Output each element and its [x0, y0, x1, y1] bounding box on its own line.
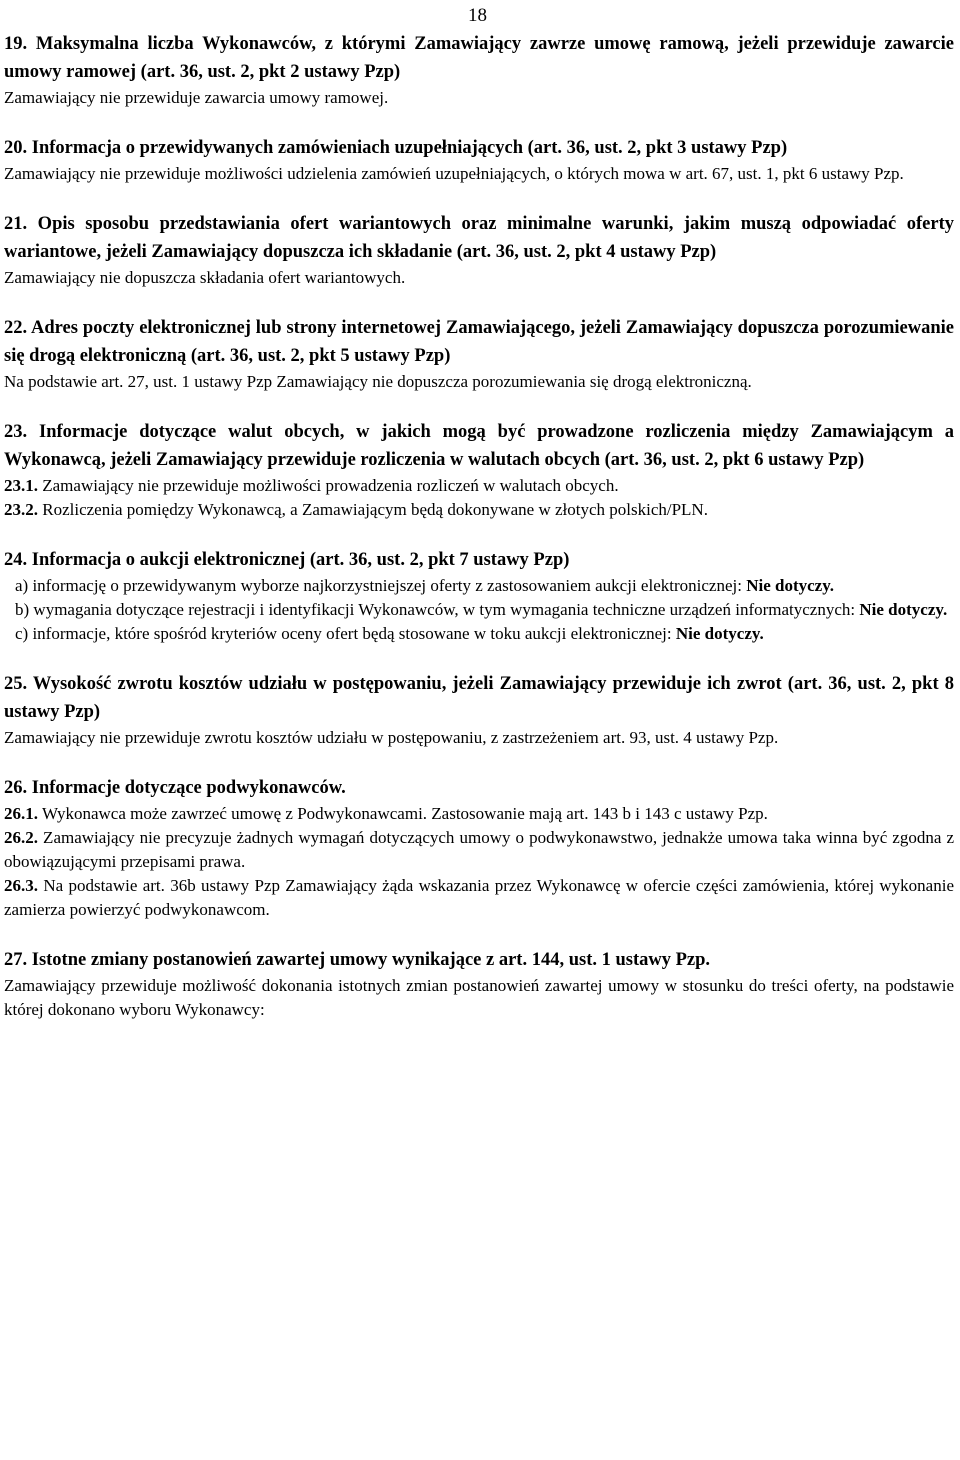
item-number: 23.1.	[4, 476, 38, 495]
item-text: Na podstawie art. 36b ustawy Pzp Zamawiający żąda wskazania przez Wykonawcę w ofercie części zamówienia, której wykonanie zamierza powierzyć podwykonawcom.	[4, 876, 954, 919]
section-19	[4, 30, 954, 110]
document-content	[4, 0, 954, 1022]
list-item	[4, 826, 954, 874]
section-body: Zamawiający nie dopuszcza składania ofert wariantowych.	[4, 268, 406, 287]
item-answer: Nie dotyczy.	[675, 624, 764, 643]
item-text: b) wymagania dotyczące rejestracji i identyfikacji Wykonawców, w tym wymagania techniczne urządzeń informatycznych:	[15, 600, 860, 619]
item-text: Zamawiający nie przewiduje możliwości prowadzenia rozliczeń w walutach obcych.	[38, 476, 619, 495]
section-body: Zamawiający nie przewiduje zawarcia umowy ramowej.	[4, 88, 389, 107]
item-text: a) informację o przewidywanym wyborze najkorzystniejszej oferty z zastosowaniem aukcji elektronicznej:	[15, 576, 747, 595]
section-27	[4, 946, 954, 1022]
section-heading: 19. Maksymalna liczba Wykonawców, z którymi Zamawiający zawrze umowę ramową, jeżeli przewiduje zawarcie umowy ramowej (art. 36, ust. 2, pkt 2 ustawy Pzp)	[4, 34, 954, 82]
item-text: Rozliczenia pomiędzy Wykonawcą, a Zamawiającym będą dokonywane w złotych polskich/PLN.	[38, 500, 708, 519]
section-heading: 23. Informacje dotyczące walut obcych, w jakich mogą być prowadzone rozliczenia między Zamawiającym a Wykonawcą, jeżeli Zamawiający przewiduje rozliczenia w walutach obcych (art. 36, ust. 2, pkt 6 ustawy Pzp)	[4, 422, 954, 470]
list-item	[4, 802, 954, 826]
item-text: Wykonawca może zawrzeć umowę z Podwykonawcami. Zastosowanie mają art. 143 b i 143 c ustawy Pzp.	[38, 804, 768, 823]
list-item	[4, 598, 954, 622]
item-answer: Nie dotyczy.	[746, 576, 835, 595]
section-heading: 26. Informacje dotyczące podwykonawców.	[4, 778, 346, 798]
item-text: c) informacje, które spośród kryteriów oceny ofert będą stosowane w toku aukcji elektronicznej:	[15, 624, 676, 643]
section-23	[4, 418, 954, 522]
item-answer: Nie dotyczy.	[859, 600, 948, 619]
section-heading: 21. Opis sposobu przedstawiania ofert wariantowych oraz minimalne warunki, jakim muszą odpowiadać oferty wariantowe, jeżeli Zamawiający dopuszcza ich składanie (art. 36, ust. 2, pkt 4 ustawy Pzp)	[4, 214, 954, 262]
section-22	[4, 314, 954, 394]
section-26	[4, 774, 954, 922]
list-item	[4, 574, 954, 598]
section-20	[4, 134, 954, 186]
item-number: 23.2.	[4, 500, 38, 519]
section-body: Zamawiający nie przewiduje możliwości udzielenia zamówień uzupełniających, o których mowa w art. 67, ust. 1, pkt 6 ustawy Pzp.	[4, 164, 904, 183]
section-body: Zamawiający nie przewiduje zwrotu kosztów udziału w postępowaniu, z zastrzeżeniem art. 93, ust. 4 ustawy Pzp.	[4, 728, 779, 747]
section-heading: 24. Informacja o aukcji elektronicznej (art. 36, ust. 2, pkt 7 ustawy Pzp)	[4, 550, 570, 570]
page-number: 18	[468, 5, 487, 26]
item-number: 26.3.	[4, 876, 38, 895]
section-25	[4, 670, 954, 750]
section-heading: 22. Adres poczty elektronicznej lub strony internetowej Zamawiającego, jeżeli Zamawiający dopuszcza porozumiewanie się drogą elektroniczną (art. 36, ust. 2, pkt 5 ustawy Pzp)	[4, 318, 954, 366]
section-body: Na podstawie art. 27, ust. 1 ustawy Pzp Zamawiający nie dopuszcza porozumiewania się drogą elektroniczną.	[4, 372, 752, 391]
section-heading: 25. Wysokość zwrotu kosztów udziału w postępowaniu, jeżeli Zamawiający przewiduje ich zwrot (art. 36, ust. 2, pkt 8 ustawy Pzp)	[4, 674, 954, 722]
list-item	[4, 498, 954, 522]
list-item	[4, 622, 954, 646]
list-item	[4, 874, 954, 922]
item-text: Zamawiający nie precyzuje żadnych wymagań dotyczących umowy o podwykonawstwo, jednakże umowa taka winna być zgodna z obowiązującymi przepisami prawa.	[4, 828, 954, 871]
list-item	[4, 474, 954, 498]
item-number: 26.2.	[4, 828, 38, 847]
section-24	[4, 546, 954, 646]
section-21	[4, 210, 954, 290]
item-number: 26.1.	[4, 804, 38, 823]
section-heading: 20. Informacja o przewidywanych zamówieniach uzupełniających (art. 36, ust. 2, pkt 3 ustawy Pzp)	[4, 138, 788, 158]
section-heading: 27. Istotne zmiany postanowień zawartej umowy wynikające z art. 144, ust. 1 ustawy Pzp.	[4, 950, 711, 970]
section-body: Zamawiający przewiduje możliwość dokonania istotnych zmian postanowień zawartej umowy w stosunku do treści oferty, na podstawie której dokonano wyboru Wykonawcy:	[4, 976, 954, 1019]
